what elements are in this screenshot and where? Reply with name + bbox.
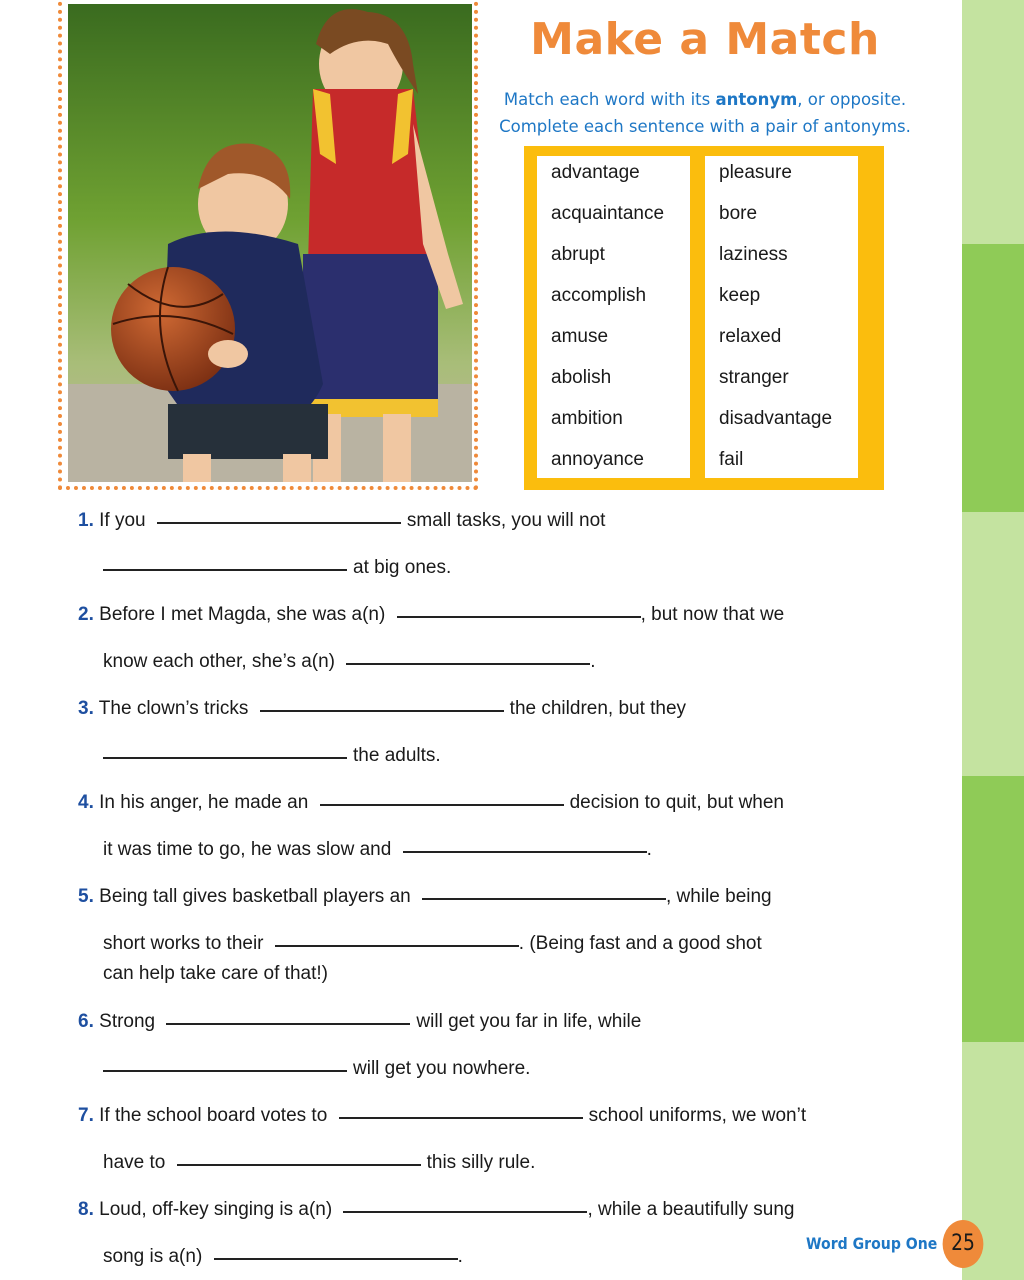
word-item: keep <box>719 285 761 306</box>
word-item: amuse <box>551 326 609 347</box>
question-number: 5. <box>78 886 94 907</box>
question-6-line-1: 6. Strong will get you far in life, while <box>78 1011 642 1032</box>
answer-blank[interactable] <box>339 1116 583 1119</box>
antonym-keyword: antonym <box>715 90 798 109</box>
question-4-line-1: 4. In his anger, he made an decision to quit, but when <box>78 792 784 813</box>
question-5-line-1: 5. Being tall gives basketball players an , while being <box>78 886 772 907</box>
word-item: bore <box>719 203 758 224</box>
side-tab-3 <box>962 512 1024 776</box>
word-item: abolish <box>551 367 612 388</box>
question-number: 2. <box>78 604 94 625</box>
word-item: annoyance <box>551 449 644 470</box>
question-8-line-1: 8. Loud, off-key singing is a(n) , while a beautifully sung <box>78 1199 795 1220</box>
word-item: fail <box>719 449 744 470</box>
answer-blank[interactable] <box>103 756 347 759</box>
question-number: 1. <box>78 510 94 531</box>
section-label: Word Group One <box>806 1234 938 1253</box>
side-tab-2 <box>962 244 1024 512</box>
instructions <box>470 86 940 140</box>
answer-blank[interactable] <box>157 521 401 524</box>
question-number: 6. <box>78 1011 94 1032</box>
question-1-line-1: 1. If you small tasks, you will not <box>78 510 606 531</box>
answer-blank[interactable] <box>403 850 647 853</box>
word-item: disadvantage <box>719 408 833 429</box>
word-box <box>524 146 884 490</box>
answer-blank[interactable] <box>214 1257 458 1260</box>
instruction-line-1: Match each word with its antonym, or opposite. <box>503 90 907 109</box>
question-number: 7. <box>78 1105 94 1126</box>
page-number: 25 <box>943 1220 984 1268</box>
question-1-line-2: at big ones. <box>103 557 451 579</box>
question-2-line-2: know each other, she’s a(n) . <box>103 651 596 672</box>
answer-blank[interactable] <box>397 615 641 618</box>
question-number: 8. <box>78 1199 94 1220</box>
word-item: relaxed <box>719 326 782 347</box>
basketball-kids-photo <box>68 4 472 482</box>
answer-blank[interactable] <box>260 709 504 712</box>
word-item: ambition <box>551 408 623 429</box>
answer-blank[interactable] <box>422 897 666 900</box>
word-item: acquaintance <box>551 203 665 224</box>
answer-blank[interactable] <box>346 662 590 665</box>
question-5-line-2: short works to their . (Being fast and a good shot <box>103 933 762 954</box>
answer-blank[interactable] <box>103 1069 347 1072</box>
word-item: abrupt <box>551 244 605 265</box>
page-title: Make a Match <box>530 14 880 65</box>
answer-blank[interactable] <box>103 568 347 571</box>
side-tab-4 <box>962 776 1024 1042</box>
question-2-line-1: 2. Before I met Magda, she was a(n) , but now that we <box>78 604 785 625</box>
word-list-right <box>705 156 858 478</box>
word-item: accomplish <box>551 285 647 306</box>
question-3-line-1: 3. The clown’s tricks the children, but they <box>78 698 687 719</box>
answer-blank[interactable] <box>343 1210 587 1213</box>
side-tab-1 <box>962 0 1024 244</box>
question-number: 4. <box>78 792 94 813</box>
question-5-line-3: can help take care of that!) <box>103 963 328 984</box>
question-7-line-1: 7. If the school board votes to school uniforms, we won’t <box>78 1105 807 1126</box>
question-8-line-2: song is a(n) . <box>103 1246 463 1267</box>
question-6-line-2: will get you nowhere. <box>103 1058 530 1080</box>
answer-blank[interactable] <box>177 1163 421 1166</box>
instruction-line-2: Complete each sentence with a pair of antonyms. <box>499 117 911 136</box>
word-list-left <box>537 156 690 478</box>
answer-blank[interactable] <box>275 944 519 947</box>
word-item: advantage <box>551 162 640 183</box>
word-item: laziness <box>719 244 788 265</box>
answer-blank[interactable] <box>166 1022 410 1025</box>
side-tabs <box>962 0 1024 1280</box>
answer-blank[interactable] <box>320 803 564 806</box>
question-number: 3. <box>78 698 94 719</box>
question-3-line-2: the adults. <box>103 745 441 767</box>
question-4-line-2: it was time to go, he was slow and . <box>103 839 652 860</box>
question-7-line-2: have to this silly rule. <box>103 1152 536 1173</box>
photo-frame <box>58 0 478 490</box>
word-item: stranger <box>719 367 789 388</box>
word-item: pleasure <box>719 162 792 183</box>
